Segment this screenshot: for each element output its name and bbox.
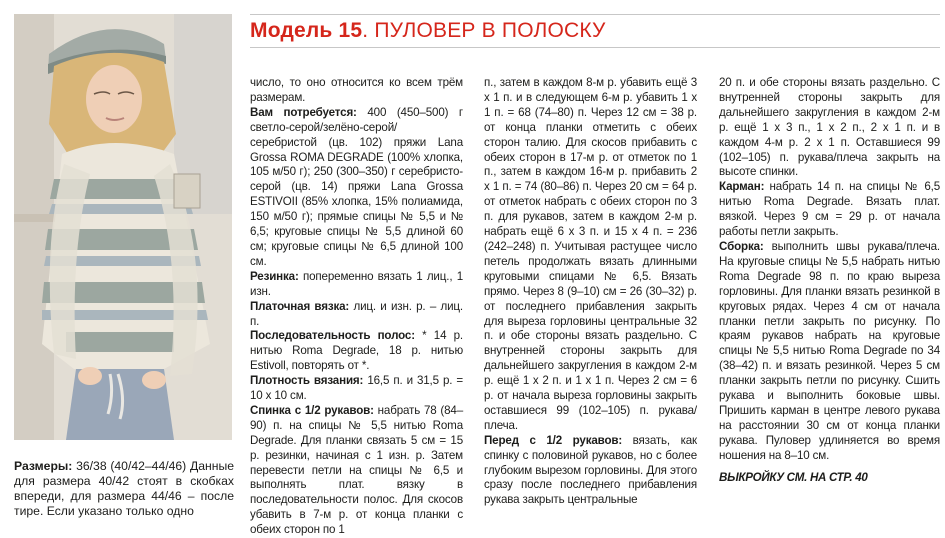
paragraph-label: Резинка: xyxy=(250,269,299,283)
paragraph-text: 400 (450–500) г светло-серой/зелёно-серой/серебристой (цв. 102) пряжи Lana Grossa ROMA DEGRADE (100% хлопка, 105 м/50 г); 250 (300–350) г серебристо-серой (цв. 14) пряжи Lana Grossa ESTIVOII (85% хлопка, 15% полиамида, 150 м/50 г); прямые спицы № 5,5 и № 6,5; круговые спицы № 5,5 длиной 60 см; круговые спицы № 6,5 длиной 100 см. xyxy=(250,105,463,268)
paragraph-label: Платочная вязка: xyxy=(250,299,350,313)
paragraph xyxy=(719,180,940,240)
text-column-1 xyxy=(250,76,464,537)
text-column-3 xyxy=(719,76,940,524)
paragraph xyxy=(719,240,940,464)
paragraph-label: Вам потребуется: xyxy=(250,105,357,119)
pattern-page-reference: ВЫКРОЙКУ СМ. НА СТР. 40 xyxy=(719,470,868,484)
paragraph-text: п., затем в каждом 8-м р. убавить ещё 3 х 1 п. и в следующем 6-м р. убавить 1 х 1 п. = 68 (74–80) п. Через 12 см = 38 р. от конца планки отметить с обеих сторон талию. Для скосов прибавить с обеих сторон в 17-м р. от отметок по 1 п., затем в каждом 16-м р. прибавить 2 х 1 п. = 74 (80–86) п. Через 20 см = 64 р. от отметок набрать с обеих сторон по 3 п. для рукавов, затем в каждом 2-м р. набрать ещё 6 х 3 п. и 15 х 4 п. = 236 (242–248) п. Учитывая растущее число петель продолжать вязать длинными круговыми спицами № 6,5. Вязать прямо. Через 8 (9–10) см = 26 (30–32) р. от последнего прибавления закрыть для выреза горловины центральные 32 п. и обе стороны вязать раздельно. С внутренней стороны закрыть для дальнейшего закругления в каждом 2-м р. ещё 1 х 2 п. и 1 х 1 п. Через 2 см = 6 р. от начала выреза горловины закрыть оставшиеся 99 (102–105) п. рукава/плеча. xyxy=(484,76,697,432)
sizes-label: Размеры: xyxy=(14,459,73,473)
paragraph-text: набрать 14 п. на спицы № 6,5 нитью Roma Degrade. Вязать плат. вязкой. Через 9 см = 29 р. от начала работы петли закрыть. xyxy=(719,180,940,239)
model-number: Модель 15 xyxy=(250,19,363,42)
paragraph-label: Перед с 1/2 рукавов: xyxy=(484,433,623,447)
paragraph xyxy=(250,106,463,270)
paragraph xyxy=(484,76,697,434)
article-header xyxy=(250,14,940,48)
paragraph-text: 16,5 п. и 31,5 р. = 10 х 10 см. xyxy=(250,374,464,403)
paragraph-label: Плотность вязания: xyxy=(250,374,364,388)
paragraph xyxy=(250,270,463,300)
paragraph-text: лиц. и изн. р. – лиц. п. xyxy=(250,299,463,328)
paragraph xyxy=(484,434,697,509)
paragraph-label: Последовательность полос: xyxy=(250,329,415,343)
paragraph-text: вязать, как спинку с половиной рукавов, но с более глубоким вырезом горловины. Для этого сразу после последнего прибавления рукава закрыть центральные xyxy=(484,433,697,507)
sizes-paragraph xyxy=(14,459,234,519)
sizes-text: 36/38 (40/42–44/46) Данные для размера 40/42 стоят в скобках впереди, для размера 44/46 – после тире. Если указано только одно xyxy=(14,459,234,518)
paragraph-label: Спинка с 1/2 рукавов: xyxy=(250,403,374,417)
paragraph xyxy=(250,329,463,374)
paragraph xyxy=(250,404,463,538)
paragraph-text: число, то оно относится ко всем трём размерам. xyxy=(250,76,463,104)
paragraph-text: * 14 р. нитью Roma Degrade, 18 р. нитью Estivoll, повторять от *. xyxy=(250,329,463,373)
paragraph-label: Сборка: xyxy=(719,239,764,253)
paragraph-text: набрать 78 (84–90) п. на спицы № 5,5 нитью Roma Degrade. Для планки связать 5 см = 15 р. резинки, начиная с 1 изн. р. Затем перевести петли на спицы № 6,5 и выполнять плат. вязку в последовательности полос. Для скосов убавить в 7-м р. от конца планки с обеих сторон по 1 xyxy=(250,403,463,537)
paragraph-label: Карман: xyxy=(719,180,765,194)
article-title: . ПУЛОВЕР В ПОЛОСКУ xyxy=(362,19,606,42)
paragraph xyxy=(250,374,463,404)
paragraph xyxy=(250,300,463,330)
text-column-2 xyxy=(484,76,697,524)
paragraph xyxy=(719,76,940,180)
paragraph-text: 20 п. и обе стороны вязать раздельно. С внутренней стороны закрыть для дальнейшего закругления в каждом 2-м р. ещё 1 х 3 п., 1 х 2 п., 2 х 1 п. и в каждом 4-м р. 2 х 1 п. Оставшиеся 99 (102–105) п. рукава/плеча закрыть на высоте спинки. xyxy=(719,76,940,179)
paragraph xyxy=(250,76,463,106)
paragraph-text: попеременно вязать 1 лиц., 1 изн. xyxy=(250,269,463,298)
paragraph-text: выполнить швы рукава/плеча. На круговые спицы № 5,5 набрать нитью Roma Degrade 98 п. по краю выреза горловины. Для планки вязать резинкой в круговых рядах. Через 4 см от начала планки петли закрыть по рисунку. По краям рукавов набрать на круговые спицы № 5,5 нитью Roma Degrade по 34 (38–42) п. и вязать резинкой. Через 5 см планки закрыть петли по рисунку. Сшить рукава и выполнить боковые швы. Пришить карман в центре левого рукава на расстоянии 30 см от конца планки рукава. Пуловер удлиняется во время ношения на 8–10 см. xyxy=(719,239,940,462)
sweater-illustration xyxy=(14,14,232,440)
model-photo xyxy=(14,14,232,440)
